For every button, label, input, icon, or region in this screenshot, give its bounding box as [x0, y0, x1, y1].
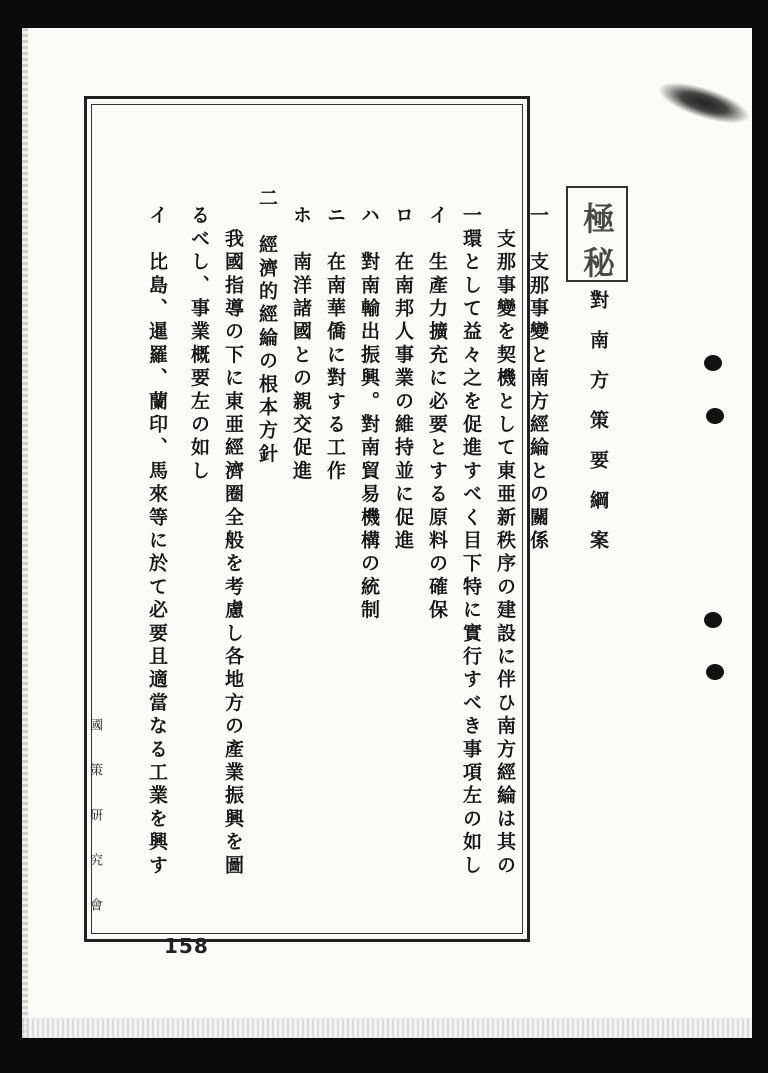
classification-stamp [566, 186, 628, 282]
scan-border-right [752, 0, 768, 1073]
text-line-8: ホ 南洋諸國との親交促進 [290, 205, 312, 484]
text-line-10: 我國指導の下に東亜經濟圈全般を考慮し各地方の產業振興を圖 [222, 205, 244, 878]
text-line-9: 二 經濟的經綸の根本方針 [256, 188, 278, 467]
stamp-char-1: 極 [582, 200, 615, 238]
text-line-6: ハ 對南輸出振興。對南貿易機構の統制 [358, 205, 380, 623]
text-line-7: ニ 在南華僑に對する工作 [324, 205, 346, 484]
scan-border-left [0, 0, 22, 1073]
text-line-3: 一環として益々之を促進すべく目下特に實行すべき事項左の如し [460, 205, 482, 878]
binding-hole-mark [706, 408, 724, 424]
text-line-12: イ 比島、暹羅、蘭印、馬來等に於て必要且適當なる工業を興す [146, 205, 168, 878]
scan-border-bottom [0, 1038, 768, 1073]
stamp-char-2: 秘 [582, 244, 615, 282]
text-line-5: ロ 在南邦人事業の維持並に促進 [392, 205, 414, 553]
text-line-11: るべし、事業概要左の如し [188, 205, 210, 484]
page-number: 158 [164, 934, 209, 958]
binding-hole-mark [704, 355, 722, 371]
binding-hole-mark [706, 664, 724, 680]
text-line-2: 支那事變を契機として東亜新秩序の建設に伴ひ南方經綸は其の [494, 205, 516, 878]
paper-edge [22, 28, 28, 1038]
text-line-1: 一 支那事變と南方經綸との關係 [527, 205, 549, 553]
binding-hole-mark [704, 612, 722, 628]
publisher-footer: 國策研究會 [87, 718, 102, 943]
scan-border-top [0, 0, 768, 28]
document-title: 對南方策要綱案 [587, 290, 609, 570]
paper-bottom-edge [22, 1018, 752, 1038]
bleed-through-text [566, 300, 584, 691]
text-line-4: イ 生產力擴充に必要とする原料の確保 [426, 205, 448, 623]
